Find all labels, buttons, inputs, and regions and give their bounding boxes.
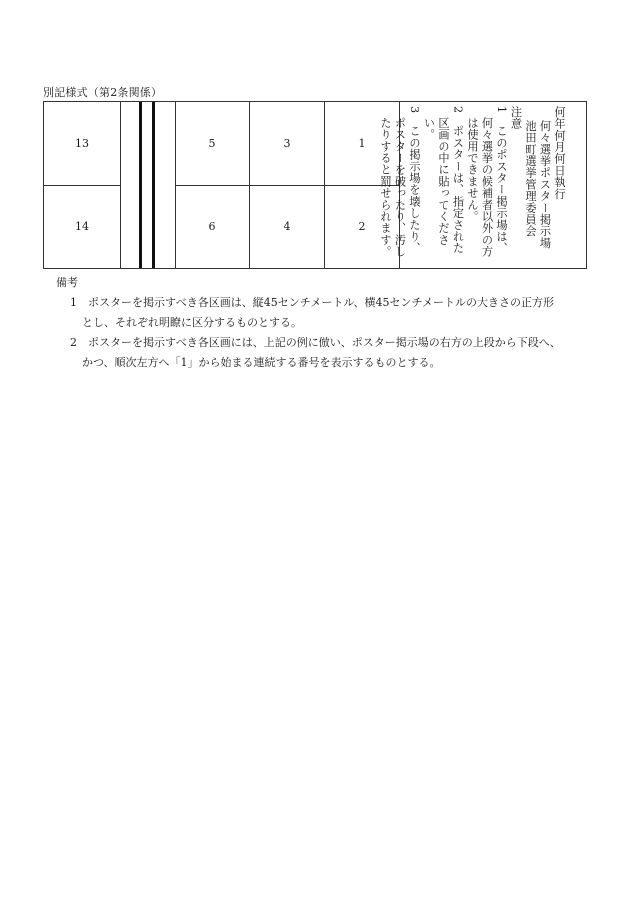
divider (120, 102, 121, 268)
notice-line: 何々選挙の候補者以外の方 (480, 117, 494, 258)
remark-item-1-cont: とし、それぞれ明瞭に区分するものとする。 (82, 316, 302, 329)
cell-number: 14 (75, 220, 89, 233)
notice-date: 何年何月何日執行 (553, 106, 566, 200)
row-divider (44, 185, 120, 186)
row-divider (175, 185, 399, 186)
remark-item-2: 2 ポスターを掲示すべき各区画には、上記の例に倣い、ポスター掲示場の右方の上段から下段へ、 (70, 336, 561, 349)
notice-line: 2 ポスターは、指定された (451, 106, 465, 255)
notice-line: 3 この掲示場を壊したり、 (408, 106, 421, 255)
cell-number: 3 (283, 137, 291, 150)
remark-item-2-cont: かつ、順次左方へ「1」から始まる連続する番号を表示するものとする。 (82, 356, 441, 369)
remarks-title: 備考 (56, 276, 78, 289)
notice-committee: 池田町選挙管理委員会 (524, 120, 537, 237)
cell-number: 6 (208, 220, 216, 233)
remark-item-1: 1 ポスターを掲示すべき各区画は、縦45センチメートル、横45センチメートルの大きさの正方形 (70, 296, 555, 309)
form-caption: 別記様式（第2条関係） (43, 86, 163, 99)
poster-board-diagram (43, 101, 587, 269)
cell-number: 5 (208, 137, 216, 150)
notice-line: は使用できません。 (466, 117, 479, 223)
cell-number: 2 (358, 220, 366, 233)
break-mark (152, 102, 155, 268)
cell-number: 4 (283, 220, 291, 233)
notice-board-name: 何々選挙ポスター掲示場 (538, 120, 552, 249)
remarks-section (56, 273, 586, 373)
notice-line: ポスターを破ったり、汚し (393, 117, 407, 258)
notice-panel (378, 106, 567, 266)
break-mark (139, 102, 142, 268)
cell-number: 13 (75, 137, 89, 150)
cell-number: 1 (358, 137, 366, 150)
notice-line: 1 このポスター掲示場は、 (495, 106, 508, 255)
notice-heading: 注意 (509, 106, 523, 130)
notice-line: い。 (422, 117, 436, 141)
notice-line: たりすると罰せられます。 (379, 117, 392, 258)
notice-line: 区画の中に貼ってくださ (437, 117, 450, 246)
